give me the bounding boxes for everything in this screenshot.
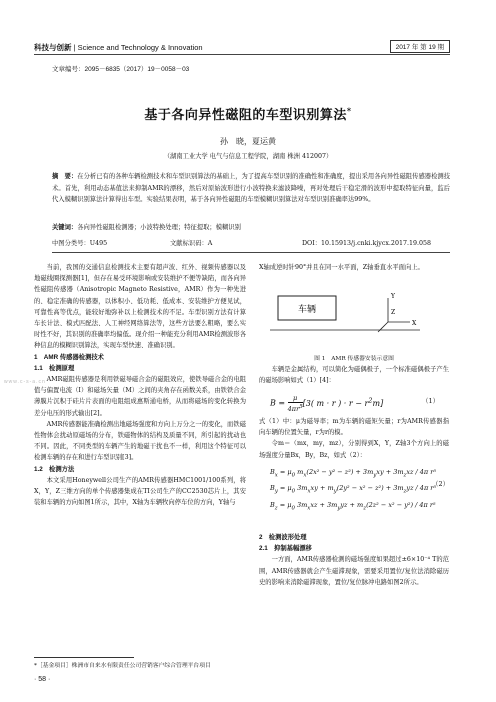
article-number: 文章编号：2095－6835（2017）19－0058－03 (52, 66, 190, 73)
keywords-label: 关键词： (52, 224, 78, 231)
equation-1: B = $\frac{\mu}{4\pi r^5}[3$( m · r ) · $r - r^2m$] （1） (270, 394, 440, 414)
z-axis (378, 322, 388, 332)
axis-label-y: Y (391, 293, 395, 300)
footnote: *［基金项目］株洲市自来水有限责任公司营销客户综合管理平台项目 (34, 663, 211, 669)
axis-label-z: Z (391, 309, 396, 316)
equation-1-number: （1） (422, 397, 440, 405)
journal-name-cn: 科技与创新 (34, 43, 72, 52)
car-label: 车辆 (297, 305, 317, 315)
section-1-1-heading: 1.1 检测原理 (34, 364, 75, 372)
intro-paragraph: 当前，我国的交通信息检测技术主要有超声波、红外、视频传感器以及地磁线圈探测器[1]，但存在易受环境影响或安装维护不便等缺陷，而各向异性磁阻传感器（Anisotropic Magneto Resistive，AMR）作为一种先进的、稳定准确的传感器，以体积小、低功耗、低成本、安装维护方便见试，可靠性高等优点，能较好地弥补以上检测技术的不足。车型识别方法有计算车长计法、模式匹配法、人工神经网络算法等，这些方法要么粗略，要么实时性不好，其识别的准确率均偏低。现介绍一种能充分利用AMR检测波形各种信息的模糊识别算法，实现车型快速、准确识别。 (34, 264, 246, 350)
title-footnote-mark: * (346, 105, 352, 116)
body-paragraph: AMR传感器能准确检测出地磁场强度和方向上万分之一的变化，而铁磁性物体会扰动原磁场的分布，铁磁物体的结构及质量不同，所引起的扰动也不同。因此，不同类型的车辆产生的地磁干扰也不一样，利用这个特征可以检测车辆的存在和进行车型识别[3]。 (34, 420, 246, 462)
section-2-1-heading: 2.1 抑制基幅漂移 (259, 545, 312, 553)
paper-title (0, 104, 496, 123)
keywords (52, 222, 241, 231)
body-paragraph: AMR磁阻传感器是利用铁磁导磁合金的磁阻效应，使铁导磁合金的电阻值与偏置电流（I）和磁场矢量（M）之间的夹角存在函数关系，由铁铁合金薄膜片沉积于硅片片表面的电阻组成惠斯通电桥，从而将磁场的变化转换为差分电压的形式输出[2]。 (34, 376, 246, 417)
watermark: www.c-s-a.cn (4, 379, 46, 385)
page-number: · 58 · (34, 676, 51, 683)
body-paragraph: 式（1）中：μ为磁导率；m为车辆的磁矩矢量；r为AMR传感器指向车辆的位置矢量，r为r的模。 (259, 418, 449, 437)
equation-2-number: （2） (432, 480, 450, 488)
body-paragraph: X轴成逆时针90°并且在同一水平面，Z轴垂直水平面向上。 (259, 264, 424, 271)
left-column (34, 262, 246, 508)
journal-name-en: Science and Technology & Innovation (77, 43, 203, 52)
axis-label-x: X (412, 320, 417, 327)
figure-1-caption: 图 1 AMR 传感器安装示意图 (314, 356, 394, 362)
header-rule (34, 54, 450, 55)
body-paragraph: 一方面，AMR传感器检测的磁场强度如果超过±6×10⁻⁴ T的范围，AMR传感器就会产生磁滞现象，需要采用置位/复位法消除磁历史的影响来消除磁滞现象，置位/复位脉冲电路如图2所示。 (259, 556, 449, 586)
right-column-top (259, 262, 449, 273)
section-1-2-heading: 1.2 检测方法 (34, 465, 75, 473)
section-1-heading: 1 AMR 传感器检测技术 (34, 353, 104, 361)
abstract-label: 摘 要： (52, 173, 78, 180)
right-column-mid (259, 364, 449, 386)
authors: 孙 晓，夏运黄 (220, 137, 276, 146)
right-column-mid2 (259, 416, 449, 461)
journal-header: 科技与创新 | Science and Technology & Innovation (34, 43, 203, 52)
keywords-text: 各向异性磁阻检测器；小波特换处理；特征提取；模糊识别 (77, 224, 241, 231)
title-text: 基于各向异性磁阻的车型识别算法 (144, 108, 347, 123)
abstract-text: 在分析已有的各种车辆检测技术和车型识别算法的基础上，为了提高车型识别的准确性和准确度，提出采用各向异性磁阻传感器检测技术。首先，利用动态基值法来抑制AMR的漂移，然后对原始波形进行小波特换来滤波降噪，再对处理后干稳定滑的波形中提取特征向量，监后代入模糊识别算法计算得出车型。实验结果表明，基于各向异性磁阻的车型模糊识别算法对车型识别准确率达99%。 (52, 173, 451, 203)
body-paragraph: 令m＝（mx，my，mz），分别得到X，Y，Z轴3个方向上的磁场强度分量Bx，By，Bz，如式（2）： (259, 440, 449, 459)
body-paragraph: 本文采用Honeywell公司生产的AMR传感器HMC1001/100系列，将X，Y，Z三维方向的单个传感器集成在TI公司生产的CC2530芯片上，其安装和车辆的方向如图1所示，其中，X轴为车辆牧向停车位的方向，Y轴与 (34, 476, 246, 507)
doi: DOI：10.15913/j.cnki.kjycx.2017.19.058 (302, 240, 431, 247)
figure-1-diagram (270, 286, 445, 348)
equation-2: $B_x = \mu_0$ $m_x(2x^2 - y^2 - z^2) + 3m_yxy + 3m_zxz / 4\pi$ r⁵ $B_y = \mu_0$ $3m_xxy + m_y(2y^2 - x^2 - z^2) + 3m_zyz / 4\pi$ r⁵ $B_z = \mu_0$ $3m_xxz + 3m_yyz + m_z(2z^2 - x^2 - y^2) / 4\pi$ r⁵ （2） (270, 468, 450, 511)
abstract (52, 171, 450, 206)
affiliation: （湖南工业大学 电气与信息工程学院，湖南 株洲 412007） (163, 153, 333, 160)
class-number: 中图分类号：U495 (52, 240, 108, 247)
issue-badge: 2017 年 第 19 期 (390, 40, 450, 53)
document-code: 文献标识码：A (170, 240, 213, 247)
right-column-bottom (259, 532, 449, 588)
section-2-heading: 2 检测波形处理 (259, 534, 307, 541)
footnote-rule (34, 657, 134, 658)
abstract-rule (52, 252, 450, 253)
body-paragraph: 车辆是金属结构，可以简化为磁偶极子，一个标准磁偶极子产生的磁场影响如式（1）[4]： (259, 366, 449, 385)
